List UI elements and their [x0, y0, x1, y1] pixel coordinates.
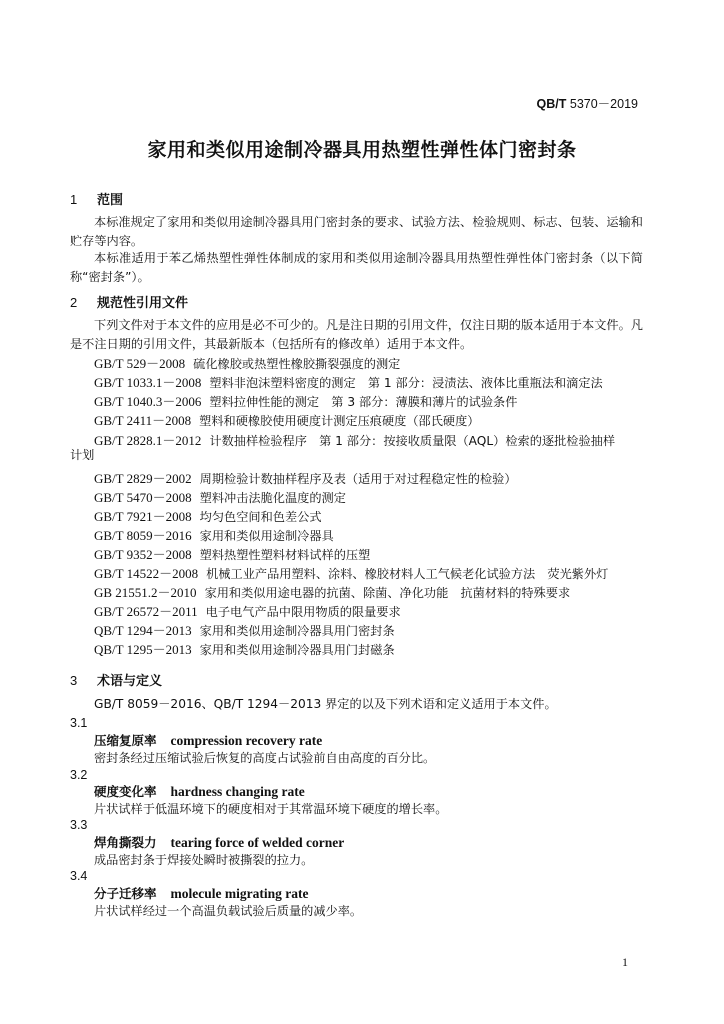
- term-en: hardness changing rate: [170, 784, 305, 799]
- standard-number: [537, 94, 638, 112]
- reference-item: [94, 506, 322, 525]
- term-number: 3.4: [70, 869, 88, 883]
- scope-paragraph-2: 本标准适用于苯乙烯热塑性弹性体制成的家用和类似用途制冷器具用热塑性弹性体门密封条（以下简称“密封条”）。: [70, 251, 643, 284]
- term-heading: [94, 782, 305, 800]
- section-heading-normative: [70, 292, 188, 311]
- reference-code: GB/T 529－2008: [94, 356, 186, 371]
- document-title: 家用和类似用途制冷器具用热塑性弹性体门密封条: [147, 139, 577, 161]
- reference-code: GB/T 7921－2008: [94, 509, 192, 524]
- section-title: 术语与定义: [97, 674, 163, 689]
- section-title: 范围: [97, 193, 124, 208]
- section-number: 2: [70, 295, 78, 310]
- section-number: 3: [70, 673, 78, 688]
- term-en: molecule migrating rate: [170, 886, 309, 901]
- reference-title: 塑料拉伸性能的测定 第 3 部分：薄膜和薄片的试验条件: [209, 395, 518, 409]
- section-heading-scope: [70, 189, 123, 208]
- term-zh: 压缩复原率: [94, 733, 157, 748]
- reference-title: 周期检验计数抽样程序及表（适用于对过程稳定性的检验）: [199, 472, 517, 486]
- term-definition: 密封条经过压缩试验后恢复的高度占试验前自由高度的百分比。: [94, 751, 436, 765]
- reference-item: [94, 601, 401, 620]
- term-definition: 片状试样经过一个高温负载试验后质量的减少率。: [94, 904, 363, 918]
- reference-code: GB/T 5470－2008: [94, 490, 192, 505]
- reference-title: 硫化橡胶或热塑性橡胶撕裂强度的测定: [193, 357, 401, 371]
- term-zh: 分子迁移率: [94, 886, 157, 901]
- reference-item: [94, 620, 395, 639]
- reference-item: [94, 544, 370, 563]
- term-definition: 成品密封条于焊接处瞬时被撕裂的拉力。: [94, 853, 314, 867]
- reference-title: 塑料和硬橡胶使用硬度计测定压痕硬度（邵氏硬度）: [199, 414, 480, 428]
- reference-code: GB/T 2828.1－2012: [94, 433, 202, 448]
- term-heading: [94, 884, 308, 902]
- reference-title: 家用和类似用途制冷器具用门封磁条: [199, 643, 395, 657]
- reference-code: GB/T 14522－2008: [94, 566, 199, 581]
- reference-item: [94, 487, 346, 506]
- term-en: tearing force of welded corner: [170, 835, 345, 850]
- term-number: 3.3: [70, 818, 88, 832]
- reference-title: 家用和类似用途电器的抗菌、除菌、净化功能 抗菌材料的特殊要求: [204, 586, 571, 600]
- terms-intro: GB/T 8059－2016、QB/T 1294－2013 界定的以及下列术语和定义适用于本文件。: [94, 697, 557, 711]
- reference-title: 家用和类似用途制冷器具: [199, 529, 334, 543]
- reference-code: GB/T 2829－2002: [94, 471, 192, 486]
- reference-title: 家用和类似用途制冷器具用门密封条: [199, 624, 395, 638]
- reference-item: [94, 410, 479, 429]
- reference-code: QB/T 1295－2013: [94, 642, 192, 657]
- reference-item: [94, 563, 608, 582]
- reference-wrap-text: 计划: [70, 448, 95, 462]
- reference-code: GB/T 8059－2016: [94, 528, 192, 543]
- reference-item: [94, 525, 334, 544]
- reference-item: [94, 372, 603, 391]
- reference-code: QB/T 1294－2013: [94, 623, 192, 638]
- reference-item: [94, 391, 517, 410]
- reference-code: GB/T 1033.1－2008: [94, 375, 202, 390]
- reference-code: GB/T 1040.3－2006: [94, 394, 202, 409]
- reference-code: GB/T 9352－2008: [94, 547, 192, 562]
- standard-prefix: QB/T: [536, 97, 567, 111]
- term-heading: [94, 731, 322, 749]
- section-number: 1: [70, 192, 78, 207]
- term-zh: 硬度变化率: [94, 784, 157, 799]
- reference-item: [94, 639, 395, 658]
- reference-title: 电子电气产品中限用物质的限量要求: [205, 605, 401, 619]
- reference-title: 均匀色空间和色差公式: [199, 510, 322, 524]
- reference-item: [94, 353, 400, 372]
- reference-code: GB/T 2411－2008: [94, 413, 192, 428]
- reference-title: 塑料非泡沫塑料密度的测定 第 1 部分：浸渍法、液体比重瓶法和滴定法: [209, 376, 603, 390]
- reference-item: [94, 430, 615, 449]
- reference-item: [94, 582, 570, 601]
- reference-code: GB 21551.2－2010: [94, 585, 197, 600]
- section-heading-terms: [70, 670, 162, 689]
- reference-title: 计数抽样检验程序 第 1 部分：按接收质量限（AQL）检索的逐批检验抽样: [209, 434, 616, 448]
- page-number: 1: [622, 955, 628, 969]
- reference-item: [94, 468, 517, 487]
- normative-intro: 下列文件对于本文件的应用是必不可少的。凡是注日期的引用文件，仅注日期的版本适用于本文件。凡是不注日期的引用文件，其最新版本（包括所有的修改单）适用于本文件。: [70, 318, 643, 351]
- term-zh: 焊角撕裂力: [94, 835, 157, 850]
- standard-code: 5370－2019: [566, 97, 638, 111]
- term-en: compression recovery rate: [170, 733, 323, 748]
- reference-title: 机械工业产品用塑料、涂料、橡胶材料人工气候老化试验方法 荧光紫外灯: [206, 567, 609, 581]
- term-number: 3.2: [70, 768, 88, 782]
- term-heading: [94, 833, 344, 851]
- term-definition: 片状试样于低温环境下的硬度相对于其常温环境下硬度的增长率。: [94, 802, 448, 816]
- term-number: 3.1: [70, 716, 88, 730]
- reference-title: 塑料热塑性塑料材料试样的压塑: [199, 548, 371, 562]
- section-title: 规范性引用文件: [97, 296, 189, 311]
- reference-title: 塑料冲击法脆化温度的测定: [199, 491, 346, 505]
- scope-paragraph-1: 本标准规定了家用和类似用途制冷器具用门密封条的要求、试验方法、检验规则、标志、包装、运输和贮存等内容。: [70, 215, 643, 248]
- reference-code: GB/T 26572－2011: [94, 604, 198, 619]
